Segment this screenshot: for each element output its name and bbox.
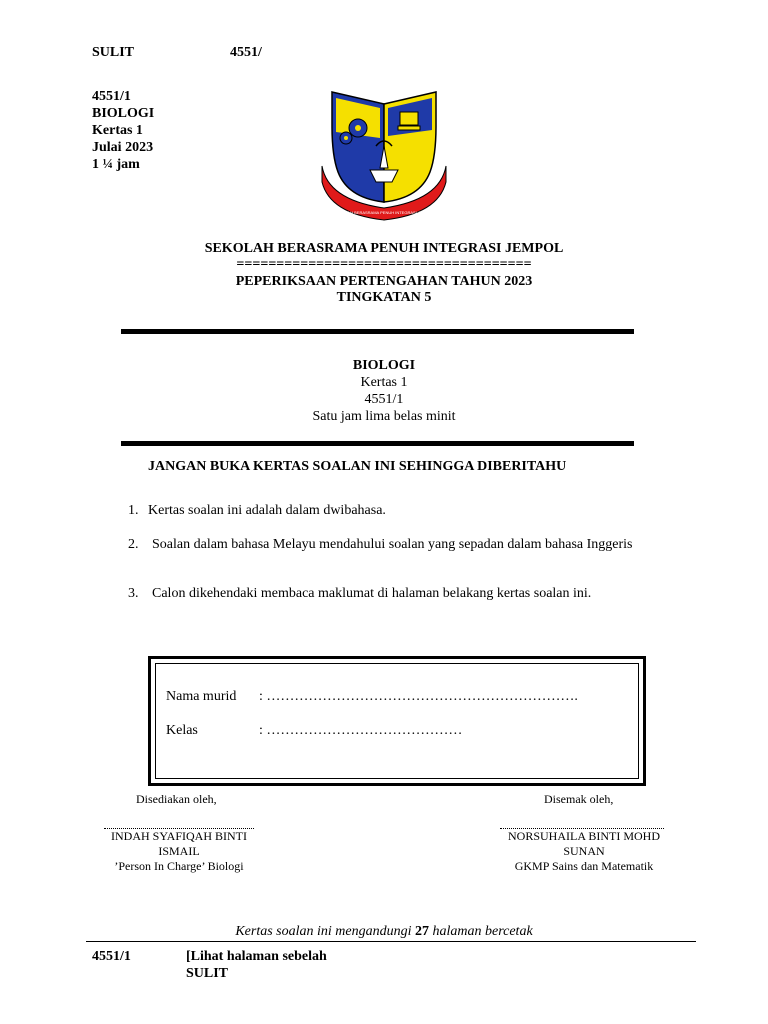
instruction-text: Kertas soalan ini adalah dalam dwibahasa. (148, 503, 386, 518)
top-rule (121, 329, 634, 334)
instruction-number: 3. (128, 586, 139, 601)
header-duration: 1 ¼ jam (92, 157, 140, 172)
name-label: Nama murid (166, 689, 237, 704)
instruction-text: Calon dikehendaki membaca maklumat di halaman belakang kertas soalan ini. (152, 586, 592, 601)
exam-title: PEPERIKSAAN PERTENGAHAN TAHUN 2023 (235, 274, 533, 289)
instruction-number: 2. (128, 537, 139, 552)
instruction-item (128, 585, 666, 602)
instruction-text: Soalan dalam bahasa Melayu mendahului soalan yang sepadan dalam bahasa Inggeris (152, 537, 633, 552)
prepared-role: ’Person In Charge’ Biologi (114, 859, 244, 873)
instruction-item (128, 536, 666, 553)
header-paper: Kertas 1 (92, 123, 143, 138)
paper-number: Kertas 1 (360, 375, 408, 390)
header-code: 4551/1 (92, 89, 131, 104)
checked-by-signature (496, 828, 672, 874)
prepared-name-2: ISMAIL (158, 844, 200, 858)
page-count-text: Kertas soalan ini mengandungi (235, 924, 415, 939)
prepared-by-label: Disediakan oleh, (136, 792, 217, 806)
paper-code-top: 4551/ (230, 45, 262, 60)
student-info-box (148, 656, 646, 786)
title-separator: ===================================== (236, 257, 532, 272)
header-block (92, 88, 154, 173)
class-label: Kelas (166, 723, 198, 738)
form-level: TINGKATAN 5 (336, 290, 432, 305)
checked-name-2: SUNAN (563, 844, 605, 858)
checked-name-1: NORSUHAILA BINTI MOHD (508, 829, 660, 843)
page-count-number: 27 (414, 924, 429, 939)
header-date: Julai 2023 (92, 140, 154, 155)
school-crest-logo (318, 86, 450, 222)
paper-duration: Satu jam lima belas minit (312, 409, 456, 424)
warning-text: JANGAN BUKA KERTAS SOALAN INI SEHINGGA DIBERITAHU (148, 459, 567, 474)
prepared-name-1: INDAH SYAFIQAH BINTI (111, 829, 247, 843)
footer-next-page: [Lihat halaman sebelah (186, 949, 327, 964)
page-count-suffix: halaman bercetak (428, 924, 533, 939)
name-field[interactable]: : …………………………………………………………. (259, 689, 578, 704)
instruction-item (128, 502, 666, 519)
bottom-rule (121, 441, 634, 446)
student-info-inner (155, 663, 639, 779)
footer-rule (86, 941, 696, 942)
crest-ribbon-text: SEKOLAH BERASRAMA PENUH INTEGRASI JEMPOL (334, 210, 434, 215)
page-count-note (0, 924, 768, 940)
school-name: SEKOLAH BERASRAMA PENUH INTEGRASI JEMPOL (204, 241, 564, 256)
instruction-number: 1. (128, 503, 139, 518)
prepared-by-signature (100, 828, 258, 874)
footer-sulit: SULIT (186, 966, 229, 981)
checked-role: GKMP Sains dan Matematik (514, 859, 654, 873)
sulit-label: SULIT (92, 45, 135, 60)
class-field[interactable]: : …………………………………… (259, 723, 463, 738)
checked-by-label: Disemak oleh, (544, 792, 614, 806)
header-subject: BIOLOGI (92, 106, 155, 121)
paper-code: 4551/1 (364, 392, 404, 407)
footer-code: 4551/1 (92, 949, 131, 964)
paper-subject: BIOLOGI (352, 358, 416, 373)
